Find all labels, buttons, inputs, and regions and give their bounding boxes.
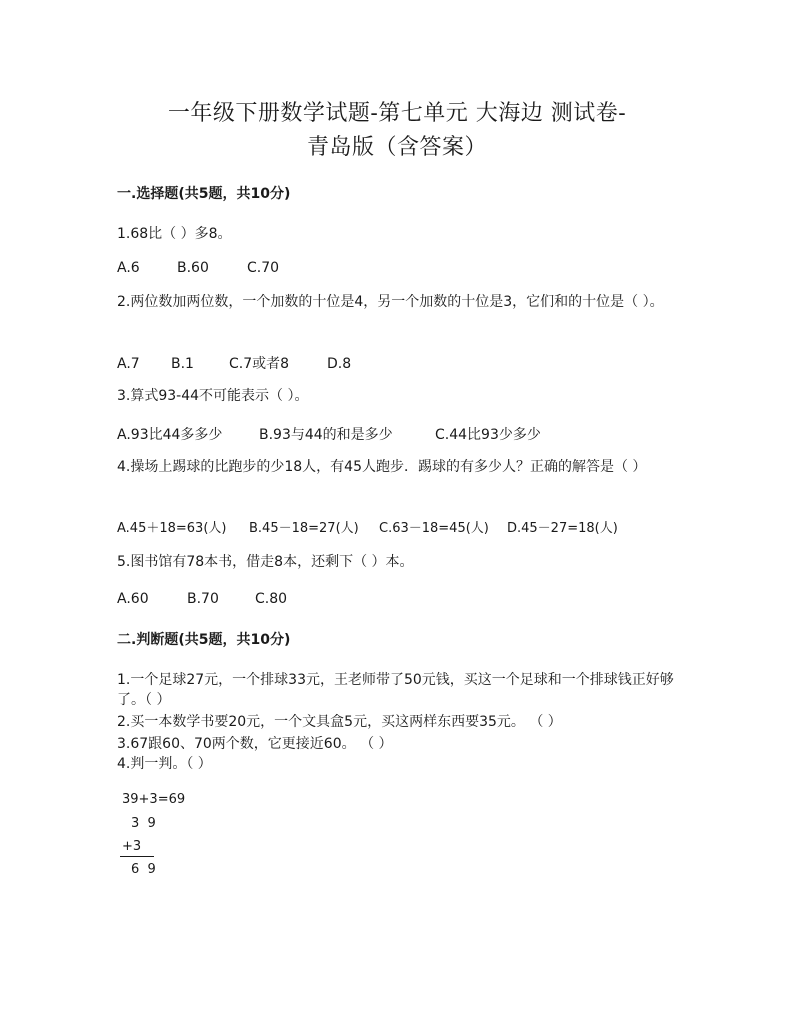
calc-sum-line bbox=[120, 856, 154, 857]
option-a[interactable]: A.6 bbox=[117, 260, 140, 276]
option-a[interactable]: A.7 bbox=[117, 356, 140, 372]
question-4-text: 4.操场上踢球的比跑步的少18人，有45人跑步．踢球的有多少人？正确的解答是（ ） bbox=[117, 459, 647, 475]
option-c[interactable]: C.70 bbox=[247, 260, 280, 276]
option-c[interactable]: C.80 bbox=[255, 591, 288, 607]
question-3-text: 3.算式93-44不可能表示（ ）。 bbox=[117, 388, 309, 404]
judgment-item-4: 4.判一判。（ ） bbox=[117, 756, 212, 772]
question-5-options bbox=[117, 591, 287, 607]
option-d[interactable]: D.8 bbox=[327, 356, 352, 372]
judgment-item-1: 1.一个足球27元，一个排球33元，王老师带了50元钱，买这一个足球和一个排球钱正好够了。（ ） bbox=[117, 672, 674, 708]
option-b[interactable]: B.93与44的和是多少 bbox=[259, 427, 393, 443]
option-b[interactable]: B.70 bbox=[187, 591, 219, 607]
page-title-line-1: 一年级下册数学试题-第七单元 大海边 测试卷- bbox=[167, 101, 627, 126]
judgment-item-2: 2.买一本数学书要20元，一个文具盒5元，买这两样东西要35元。 （ ） bbox=[117, 714, 562, 730]
question-5-text: 5.图书馆有78本书，借走8本，还剩下（ ）本。 bbox=[117, 554, 414, 570]
calc-row-addend: 3 9 bbox=[131, 816, 156, 831]
option-d[interactable]: D.45－27=18(人) bbox=[507, 521, 618, 536]
judgment-item-3: 3.67跟60、70两个数，它更接近60。 （ ） bbox=[117, 736, 393, 752]
question-4-options bbox=[117, 517, 618, 536]
calc-row-result: 6 9 bbox=[131, 862, 156, 877]
option-b[interactable]: B.1 bbox=[171, 356, 194, 372]
option-c[interactable]: C.44比93少多少 bbox=[435, 427, 541, 443]
question-1-options bbox=[117, 260, 279, 276]
question-1-text: 1.68比（ ）多8。 bbox=[117, 226, 232, 242]
question-2-options bbox=[117, 353, 351, 373]
question-2-text: 2.两位数加两位数，一个加数的十位是4，另一个加数的十位是3，它们和的十位是（ ）。 bbox=[117, 294, 664, 310]
option-c[interactable]: C.7或者8 bbox=[229, 356, 290, 372]
section-heading-judgment: 二.判断题(共5题，共10分) bbox=[117, 632, 291, 648]
calc-row-plus: +3 bbox=[122, 839, 142, 854]
page-title-line-2: 青岛版（含答案） bbox=[306, 135, 487, 160]
option-a[interactable]: A.60 bbox=[117, 591, 149, 607]
calc-equation: 39+3=69 bbox=[122, 792, 186, 807]
option-a[interactable]: A.93比44多多少 bbox=[117, 427, 223, 443]
option-b[interactable]: B.45－18=27(人) bbox=[249, 521, 359, 536]
section-heading-choice: 一.选择题(共5题，共10分) bbox=[117, 186, 291, 202]
question-3-options bbox=[117, 424, 541, 444]
option-b[interactable]: B.60 bbox=[177, 260, 209, 276]
option-c[interactable]: C.63－18=45(人) bbox=[379, 521, 489, 536]
option-a[interactable]: A.45＋18=63(人) bbox=[117, 521, 227, 536]
